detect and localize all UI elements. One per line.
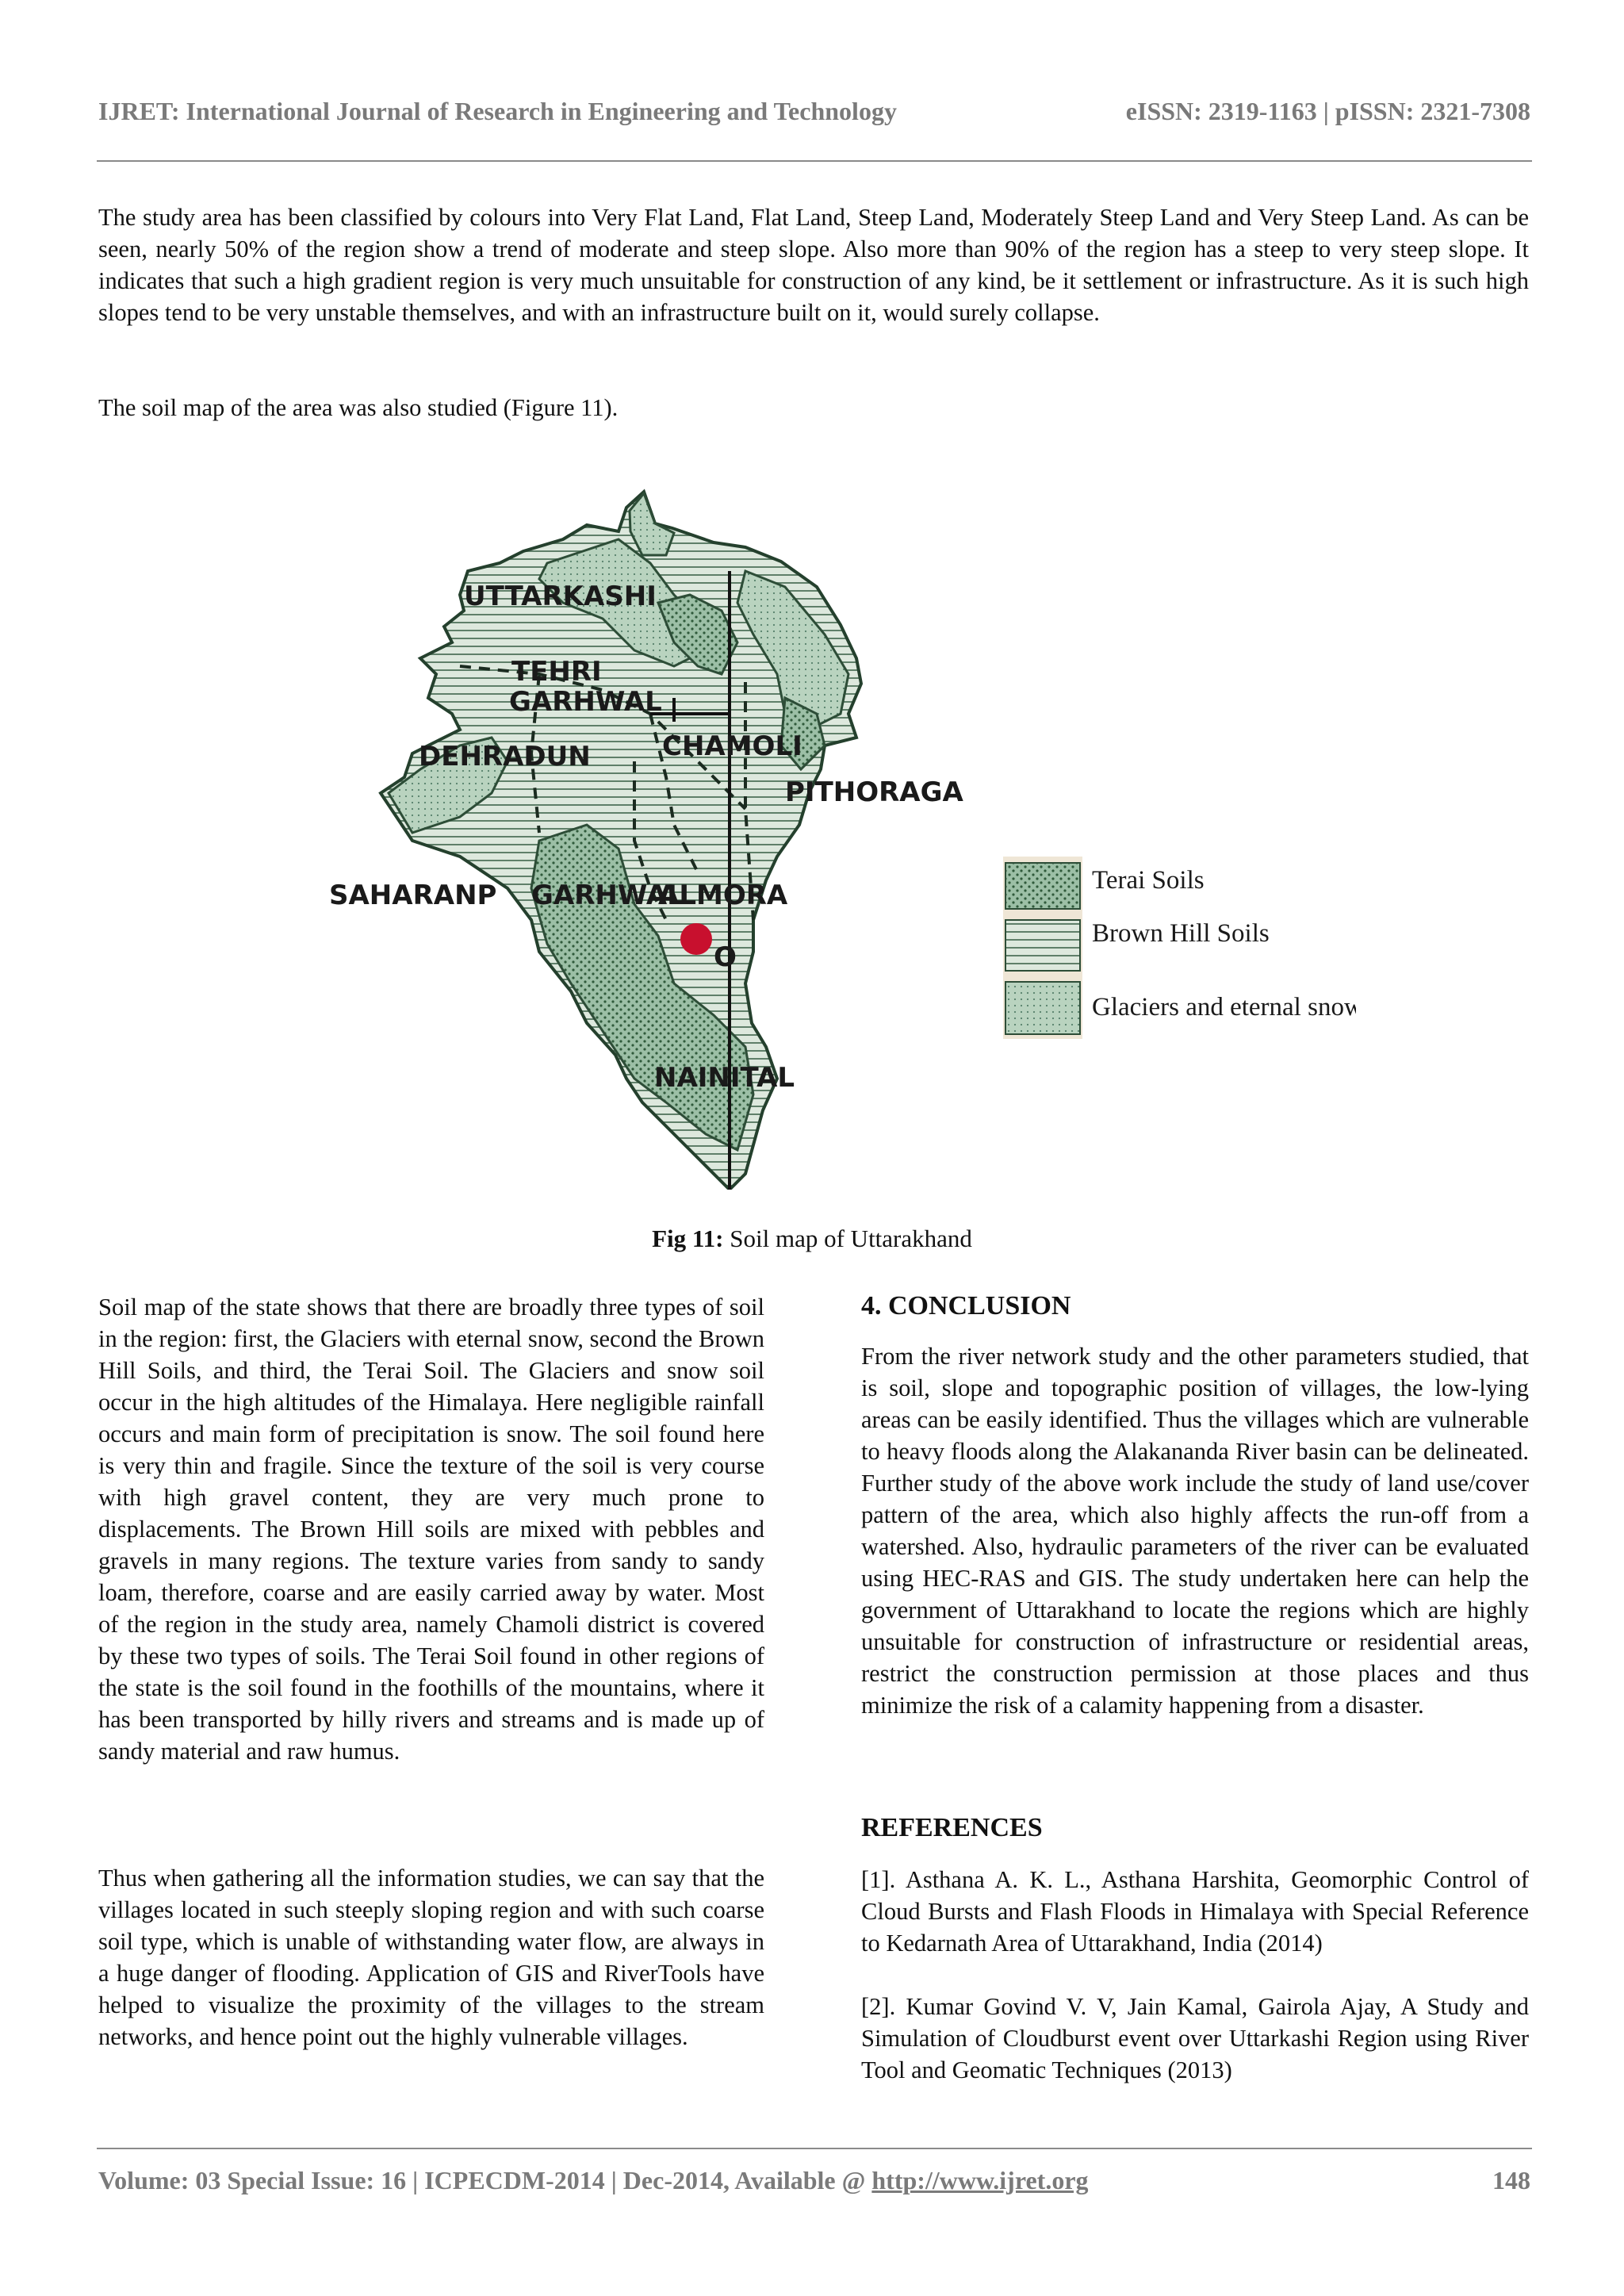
legend-label-brown-hill: Brown Hill Soils (1092, 919, 1270, 948)
header-rule (97, 160, 1532, 162)
volume-info: Volume: 03 Special Issue: 16 | ICPECDM-2014 | Dec-2014, Available @ (98, 2166, 872, 2194)
legend-swatch-brown-hill (1005, 920, 1080, 971)
references-heading: REFERENCES (861, 1813, 1043, 1842)
caption-text: Soil map of Uttarakhand (723, 1225, 972, 1252)
soil-description-paragraph: Soil map of the state shows that there are broadly three types of soil in the region: first, the Glaciers with eternal snow, second the Brown Hill Soils, and third, the Terai Soil. The Glaciers and snow soil occur in the high altitudes of the Himalaya. Here negligible rainfall occurs and main form of precipitation is snow. The soil found here is very thin and fragile. Since the texture of the soil is very course with high gravel content, they are very much prone to displacements. The Brown Hill soils are mixed with pebbles and gravels in many regions. The texture varies from sandy to sandy loam, therefore, coarse and are easily carried away by water. Most of the region in the study area, namely Chamoli district is covered by these two types of soils. The Terai Soil found in other regions of the state is the soil found in the foothills of the mountains, where it has been transported by hilly rivers and streams and is made up of sandy material and raw humus. (98, 1294, 764, 1765)
district-label-pithoragarh: PITHORAGA (785, 776, 963, 808)
map-legend (1003, 857, 1356, 1039)
reference-2: [2]. Kumar Govind V. V, Jain Kamal, Gairola Ajay, A Study and Simulation of Cloudburst event over Uttarkashi Region using River Tool and Geomatic Techniques (2013) (861, 1993, 1529, 2083)
soil-map-svg (301, 476, 1356, 1190)
summary-paragraph: Thus when gathering all the information studies, we can say that the villages located in such steeply sloping region and with such coarse soil type, which is unable of withstanding water flow, are always in a huge danger of flooding. Application of GIS and RiverTools have helped to visualize the proximity of the villages to the stream networks, and hence point out the highly vulnerable villages. (98, 1865, 764, 2050)
footer-rule (97, 2148, 1532, 2149)
legend-swatch-glacier (1005, 982, 1080, 1034)
study-area-marker (680, 923, 712, 955)
reference-1: [1]. Asthana A. K. L., Asthana Harshita, Geomorphic Control of Cloud Bursts and Flash Floods in Himalaya with Special Reference to Kedarnath Area of Uttarakhand, India (2014) (861, 1866, 1529, 1957)
conclusion-heading: 4. CONCLUSION (861, 1291, 1071, 1320)
figure-caption (0, 1225, 1624, 1253)
intro-paragraph-1: The study area has been classified by colours into Very Flat Land, Flat Land, Steep Land, Moderately Steep Land and Very Steep Land. As can be seen, nearly 50% of the region show a trend of moderate and steep slope. Also more than 90% of the region has a steep to very steep slope. It indicates that such a high gradient region is very much unsuitable for construction of any kind, be it settlement or infrastructure. As it is such high slopes tend to be very unstable themselves, and with an infrastructure built on it, would surely collapse. (98, 204, 1529, 326)
district-label-almora: ALMORA (658, 880, 788, 911)
running-header (98, 97, 1530, 128)
legend-swatch-terai (1005, 863, 1080, 909)
district-label-tehri-garhwal: GARHWAL (509, 686, 662, 718)
issn-numbers: eISSN: 2319-1163 | pISSN: 2321-7308 (1125, 97, 1530, 125)
soil-map-figure (301, 476, 1356, 1190)
district-label-saharanpur: SAHARANP (329, 880, 497, 911)
district-label-uttarkashi: UTTARKASHI (464, 581, 657, 612)
district-label-tehri: TEHRI (511, 656, 602, 688)
conclusion-paragraph: From the river network study and the other parameters studied, that is soil, slope and topographic position of villages, the low-lying areas can be easily identified. Thus the villages which are vulnerable to heavy floods along the Alakananda River basin can be delineated. Further study of the above work include the study of land use/cover pattern of the area, which also highly affects the run-off from a watershed. Also, hydraulic parameters of the river can be evaluated using HEC-RAS and GIS. The study undertaken here can help the government of Uttarakhand to locate the regions which are highly unsuitable for construction of infrastructure or residential areas, restrict the construction permission at those places and thus minimize the risk of a calamity happening from a disaster. (861, 1343, 1529, 1719)
district-label-chamoli: CHAMOLI (662, 730, 802, 762)
legend-label-terai: Terai Soils (1092, 866, 1205, 895)
caption-label: Fig 11: (652, 1225, 724, 1252)
legend-label-glacier: Glaciers and eternal snow (1092, 993, 1356, 1022)
journal-title: IJRET: International Journal of Research in Engineering and Technology (98, 97, 897, 125)
page-number: 148 (1492, 2166, 1530, 2194)
district-label-nainital: NAINITAL (654, 1062, 795, 1094)
running-footer (98, 2166, 1530, 2198)
district-label-garhwal: GARHWAL (531, 880, 684, 911)
intro-paragraph-2: The soil map of the area was also studied (Figure 11). (98, 394, 619, 421)
district-label-dehradun: DEHRADUN (419, 741, 591, 772)
district-label-almora-suffix: O (714, 941, 737, 973)
journal-link[interactable]: http://www.ijret.org (871, 2166, 1089, 2194)
